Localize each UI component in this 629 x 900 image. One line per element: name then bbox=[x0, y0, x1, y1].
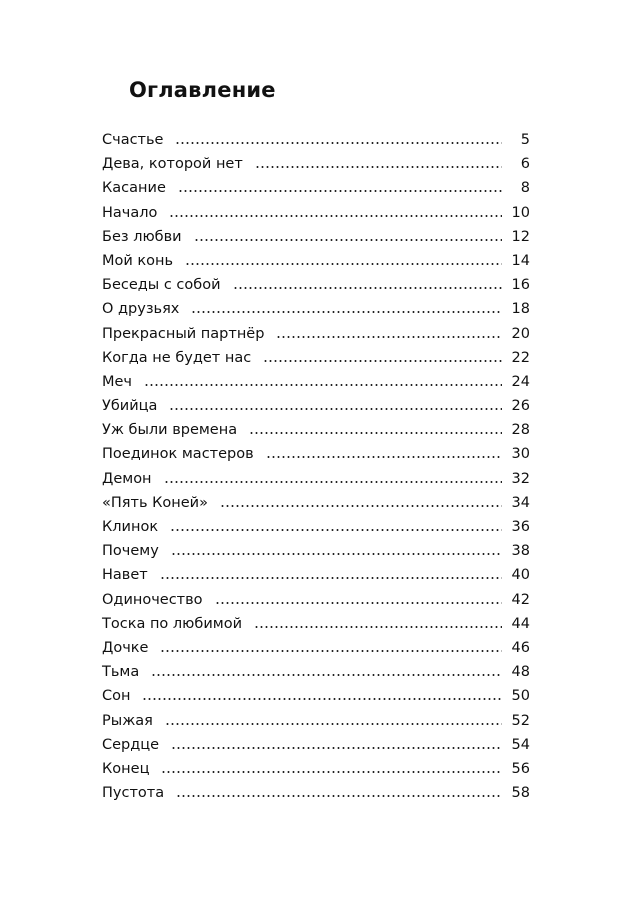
toc-entry-title: Сон bbox=[102, 688, 131, 705]
toc-entry-title: Клинок bbox=[102, 519, 159, 535]
toc-entry-title: Одиночество bbox=[102, 591, 203, 608]
toc-page-number: 46 bbox=[511, 639, 530, 656]
toc-entry-title: Тоска по любимой bbox=[102, 615, 242, 632]
toc-page-number: 24 bbox=[511, 373, 530, 390]
toc-page-number: 18 bbox=[511, 301, 530, 318]
page-title: Оглавление bbox=[129, 78, 276, 102]
dot-leader bbox=[144, 384, 502, 386]
dot-leader bbox=[176, 795, 502, 797]
dot-leader bbox=[254, 626, 502, 628]
dot-leader bbox=[169, 215, 502, 217]
dot-leader bbox=[175, 142, 502, 144]
toc-entry-title: Без любви bbox=[102, 228, 182, 245]
dot-leader bbox=[215, 602, 502, 604]
toc-page-number: 30 bbox=[511, 446, 530, 463]
dot-leader bbox=[276, 336, 502, 338]
toc-entry bbox=[102, 660, 530, 684]
dot-leader bbox=[185, 263, 502, 265]
dot-leader bbox=[142, 698, 502, 700]
toc-entry-title: Мой конь bbox=[102, 252, 174, 269]
toc-page-number: 48 bbox=[511, 664, 530, 681]
dot-leader bbox=[255, 166, 502, 168]
toc-entry-title: Пустота bbox=[102, 785, 165, 802]
dot-leader bbox=[161, 771, 502, 773]
toc-entry bbox=[102, 539, 530, 563]
toc-entry bbox=[102, 152, 530, 176]
dot-leader bbox=[220, 505, 502, 507]
toc-entry bbox=[102, 588, 530, 612]
toc-page-number: 20 bbox=[511, 325, 530, 342]
toc-entry bbox=[102, 733, 530, 757]
dot-leader bbox=[233, 287, 502, 289]
dot-leader bbox=[178, 190, 502, 192]
toc-entry bbox=[102, 370, 530, 394]
toc-page-number: 5 bbox=[520, 132, 530, 148]
toc-entry-title: Прекрасный партнёр bbox=[102, 325, 265, 342]
toc-entry-title: Дева, которой нет bbox=[102, 156, 243, 173]
toc-entry bbox=[102, 225, 530, 249]
toc-page-number: 54 bbox=[511, 736, 530, 753]
toc-entry-title: Демон bbox=[102, 470, 152, 487]
toc-page-number: 40 bbox=[511, 567, 530, 584]
toc-entry bbox=[102, 709, 530, 733]
toc-page-number: 28 bbox=[511, 422, 530, 439]
toc-entry bbox=[102, 128, 530, 152]
toc-entry-title: Навет bbox=[102, 567, 148, 584]
toc-entry-title: Убийца bbox=[102, 398, 158, 415]
dot-leader bbox=[171, 553, 502, 555]
toc-entry bbox=[102, 176, 530, 200]
toc-entry bbox=[102, 563, 530, 587]
toc-entry bbox=[102, 201, 530, 225]
toc-entry-title: Поединок мастеров bbox=[102, 446, 254, 463]
toc-entry bbox=[102, 394, 530, 418]
dot-leader bbox=[165, 723, 502, 725]
dot-leader bbox=[169, 408, 502, 410]
toc-entry bbox=[102, 612, 530, 636]
toc-entry bbox=[102, 781, 530, 805]
toc-page-number: 22 bbox=[511, 349, 530, 366]
dot-leader bbox=[249, 432, 502, 434]
dot-leader bbox=[164, 481, 502, 483]
toc-entry bbox=[102, 684, 530, 708]
toc-page-number: 8 bbox=[520, 180, 530, 197]
toc-entry-title: Дочке bbox=[102, 639, 149, 656]
toc-page-number: 14 bbox=[511, 252, 530, 269]
toc-entry-title: Беседы с собой bbox=[102, 277, 221, 294]
toc-page-number: 42 bbox=[511, 591, 530, 608]
toc-entry-title: Рыжая bbox=[102, 712, 153, 729]
toc-entry bbox=[102, 297, 530, 321]
toc-page-number: 44 bbox=[511, 615, 530, 632]
toc-entry bbox=[102, 636, 530, 660]
dot-leader bbox=[191, 311, 502, 313]
dot-leader bbox=[194, 239, 502, 241]
toc-entry-title: Сердце bbox=[102, 736, 160, 753]
toc-entry-title: Тьма bbox=[102, 664, 140, 681]
toc-entry bbox=[102, 757, 530, 781]
toc-page-number: 36 bbox=[511, 519, 530, 535]
toc-entry bbox=[102, 346, 530, 370]
toc-entry bbox=[102, 491, 530, 515]
toc-entry-title: Счастье bbox=[102, 132, 164, 148]
dot-leader bbox=[160, 650, 502, 652]
toc-entry bbox=[102, 442, 530, 466]
toc-page-number: 50 bbox=[511, 688, 530, 705]
toc-page-number: 34 bbox=[511, 494, 530, 511]
toc-entry bbox=[102, 249, 530, 273]
toc-entry bbox=[102, 418, 530, 442]
dot-leader bbox=[266, 456, 502, 458]
toc-page-number: 26 bbox=[511, 398, 530, 415]
dot-leader bbox=[171, 747, 502, 749]
toc-page-number: 16 bbox=[511, 277, 530, 294]
toc-entry-title: Когда не будет нас bbox=[102, 349, 252, 366]
dot-leader bbox=[170, 529, 502, 531]
toc-entry bbox=[102, 515, 530, 539]
toc-page-number: 32 bbox=[511, 470, 530, 487]
toc-entry-title: Конец bbox=[102, 760, 150, 777]
toc-entry-title: О друзьях bbox=[102, 301, 180, 318]
toc-entry-title: Начало bbox=[102, 204, 158, 221]
toc-page-number: 58 bbox=[511, 785, 530, 802]
toc-page-number: 12 bbox=[511, 228, 530, 245]
toc-entry bbox=[102, 467, 530, 491]
toc-page-number: 38 bbox=[511, 543, 530, 560]
toc-entry-title: Уж были времена bbox=[102, 422, 238, 439]
toc-page-number: 52 bbox=[511, 712, 530, 729]
toc-entry-title: Меч bbox=[102, 373, 132, 390]
toc-entry-title: «Пять Коней» bbox=[102, 494, 208, 511]
toc-page-number: 10 bbox=[511, 204, 530, 221]
toc-entry-title: Почему bbox=[102, 543, 159, 560]
table-of-contents bbox=[102, 128, 530, 805]
toc-entry-title: Касание bbox=[102, 180, 166, 197]
dot-leader bbox=[263, 360, 502, 362]
dot-leader bbox=[160, 577, 502, 579]
toc-page-number: 6 bbox=[520, 156, 530, 173]
toc-entry bbox=[102, 273, 530, 297]
toc-entry bbox=[102, 322, 530, 346]
dot-leader bbox=[151, 674, 502, 676]
toc-page-number: 56 bbox=[511, 760, 530, 777]
